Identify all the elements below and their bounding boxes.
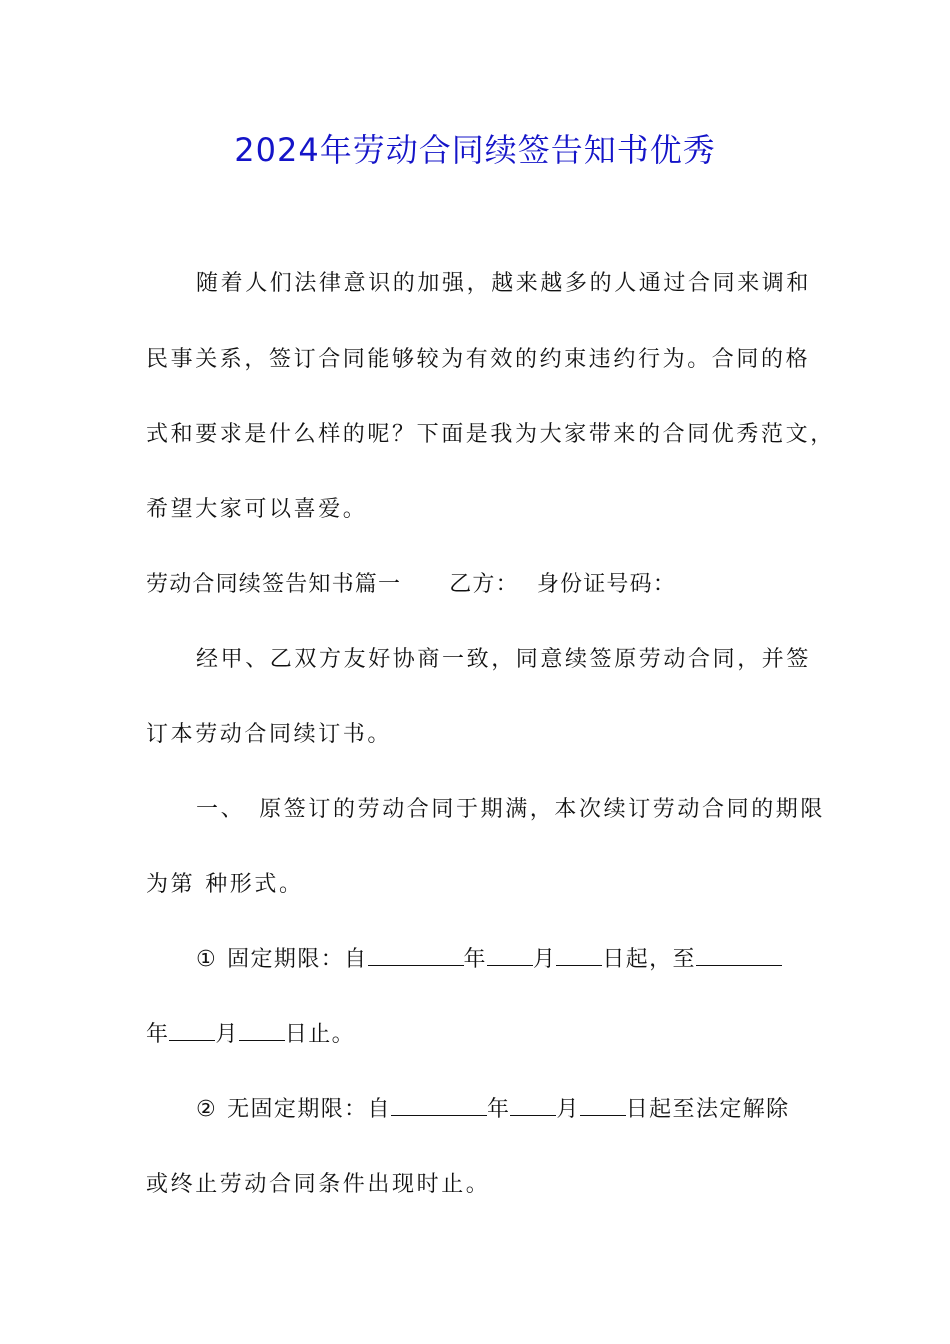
year-label-2: 年 bbox=[146, 1022, 170, 1047]
start-day-blank[interactable] bbox=[556, 945, 602, 966]
day-from-label: 日起，至 bbox=[602, 947, 696, 972]
agreement-line-1: 经甲、乙双方友好协商一致，同意续签原劳动合同，并签 bbox=[196, 647, 812, 672]
document-title: 2024年劳动合同续签告知书优秀 bbox=[234, 131, 716, 169]
id-number-label: 身份证号码： bbox=[536, 572, 677, 597]
end-year-blank[interactable] bbox=[696, 945, 782, 966]
option-two-marker: ② bbox=[196, 1097, 218, 1122]
open-year-label: 年 bbox=[486, 1097, 511, 1122]
clause-one-line-2 bbox=[146, 868, 826, 902]
section-heading bbox=[146, 568, 826, 602]
option-two-label: 无固定期限：自 bbox=[227, 1097, 391, 1122]
intro-line-2: 民事关系，签订合同能够较为有效的约束违约行为。合同的格 bbox=[146, 347, 811, 372]
option-one-line-1 bbox=[196, 943, 876, 977]
start-month-blank[interactable] bbox=[487, 945, 533, 966]
intro-line-4: 希望大家可以喜爱。 bbox=[146, 497, 368, 522]
end-month-blank[interactable] bbox=[169, 1020, 215, 1041]
open-start-month-blank[interactable] bbox=[510, 1095, 556, 1116]
clause-one-text: 原签订的劳动合同于期满，本次续订劳动合同的期限 bbox=[259, 797, 826, 822]
start-year-blank[interactable] bbox=[368, 945, 464, 966]
intro-line-1: 随着人们法律意识的加强，越来越多的人通过合同来调和 bbox=[196, 271, 812, 296]
month-label: 月 bbox=[532, 947, 557, 972]
option-two-line-2: 或终止劳动合同条件出现时止。 bbox=[146, 1172, 491, 1197]
option-two-line-1 bbox=[196, 1093, 876, 1127]
day-to-label: 日止。 bbox=[284, 1022, 356, 1047]
option-one-line-2 bbox=[146, 1018, 826, 1052]
party-b-label: 乙方： bbox=[449, 572, 519, 597]
clause-number: 一、 bbox=[196, 797, 246, 822]
year-label: 年 bbox=[463, 947, 487, 972]
clause-one-text-b: 种形式。 bbox=[205, 872, 304, 897]
option-one-label: 固定期限：自 bbox=[227, 947, 368, 972]
month-label-2: 月 bbox=[215, 1022, 239, 1047]
open-start-day-blank[interactable] bbox=[580, 1095, 626, 1116]
option-one-marker: ① bbox=[196, 947, 218, 972]
intro-line-3: 式和要求是什么样的呢？下面是我为大家带来的合同优秀范文， bbox=[146, 422, 835, 447]
section-title: 劳动合同续签告知书篇一 bbox=[146, 572, 402, 597]
open-month-label: 月 bbox=[556, 1097, 580, 1122]
clause-one-line-1 bbox=[196, 793, 876, 827]
open-start-year-blank[interactable] bbox=[391, 1095, 487, 1116]
agreement-line-2: 订本劳动合同续订书。 bbox=[146, 722, 393, 747]
end-day-blank[interactable] bbox=[239, 1020, 285, 1041]
open-day-from-label: 日起至法定解除 bbox=[625, 1097, 790, 1122]
clause-one-text-a: 为第 bbox=[146, 872, 196, 897]
